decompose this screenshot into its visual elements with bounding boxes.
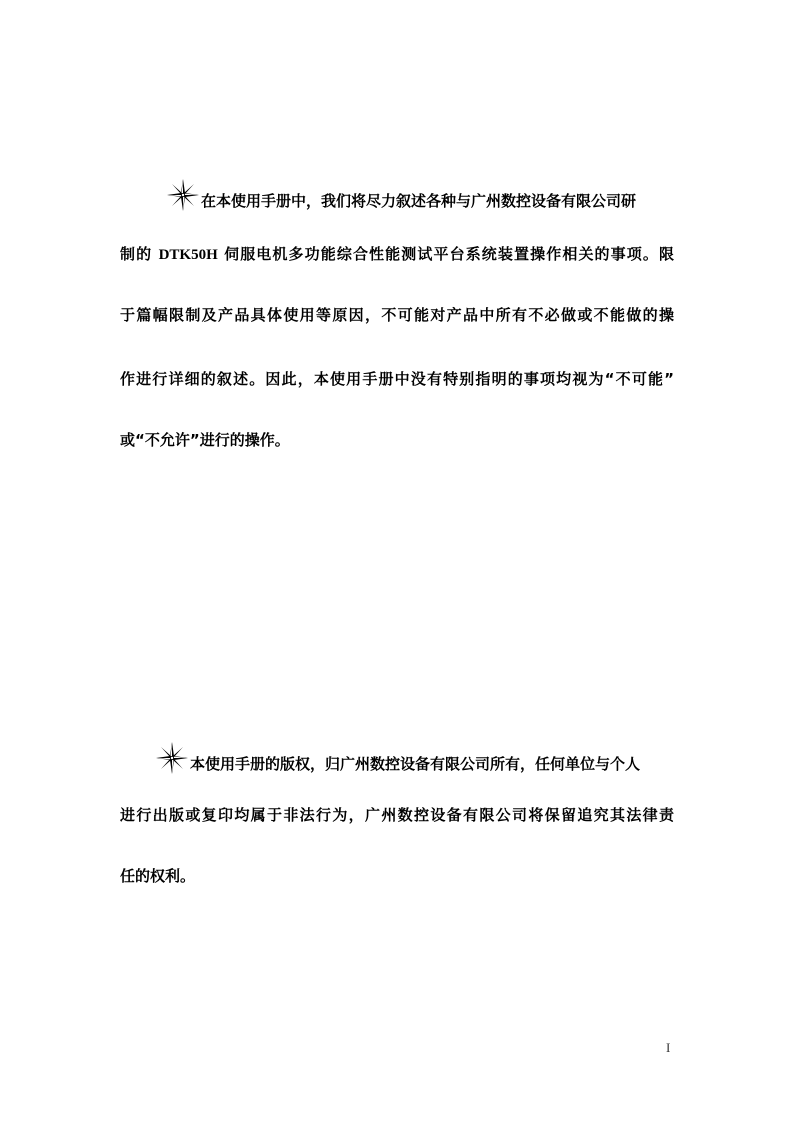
notice-line-1 <box>166 178 674 217</box>
notice-line-5 <box>120 430 674 450</box>
notice-line-3 <box>120 305 674 325</box>
compass-star-icon <box>166 178 200 217</box>
notice-line-2-prefix: 制的 <box>120 245 153 263</box>
notice-line-5-text: 或“不允许”进行的操作。 <box>120 431 290 449</box>
copyright-line-3-text: 任的权利。 <box>120 867 196 885</box>
page-number: I <box>666 1040 671 1055</box>
compass-star-icon <box>155 741 189 780</box>
copyright-line-2-text: 进行出版或复印均属于非法行为，广州数控设备有限公司将保留追究其法律责 <box>120 806 674 824</box>
copyright-line-1 <box>155 741 674 780</box>
notice-line-3-text: 于篇幅限制及产品具体使用等原因，不可能对产品中所有不必做或不能做的操 <box>120 306 674 324</box>
notice-line-1-text: 在本使用手册中，我们将尽力叙述各种与广州数控设备有限公司研 <box>201 192 637 210</box>
copyright-line-2 <box>120 805 674 825</box>
notice-line-4-text: 作进行详细的叙述。因此，本使用手册中没有特别指明的事项均视为“不可能” <box>120 370 674 388</box>
notice-line-2 <box>120 244 674 265</box>
copyright-line-3 <box>120 866 674 886</box>
copyright-line-1-text: 本使用手册的版权，归广州数控设备有限公司所有，任何单位与个人 <box>190 755 641 773</box>
notice-line-2-suffix: 伺服电机多功能综合性能测试平台系统装置操作相关的事项。限 <box>224 245 674 263</box>
notice-line-4 <box>120 369 674 389</box>
product-model: DTK50H <box>158 247 218 263</box>
